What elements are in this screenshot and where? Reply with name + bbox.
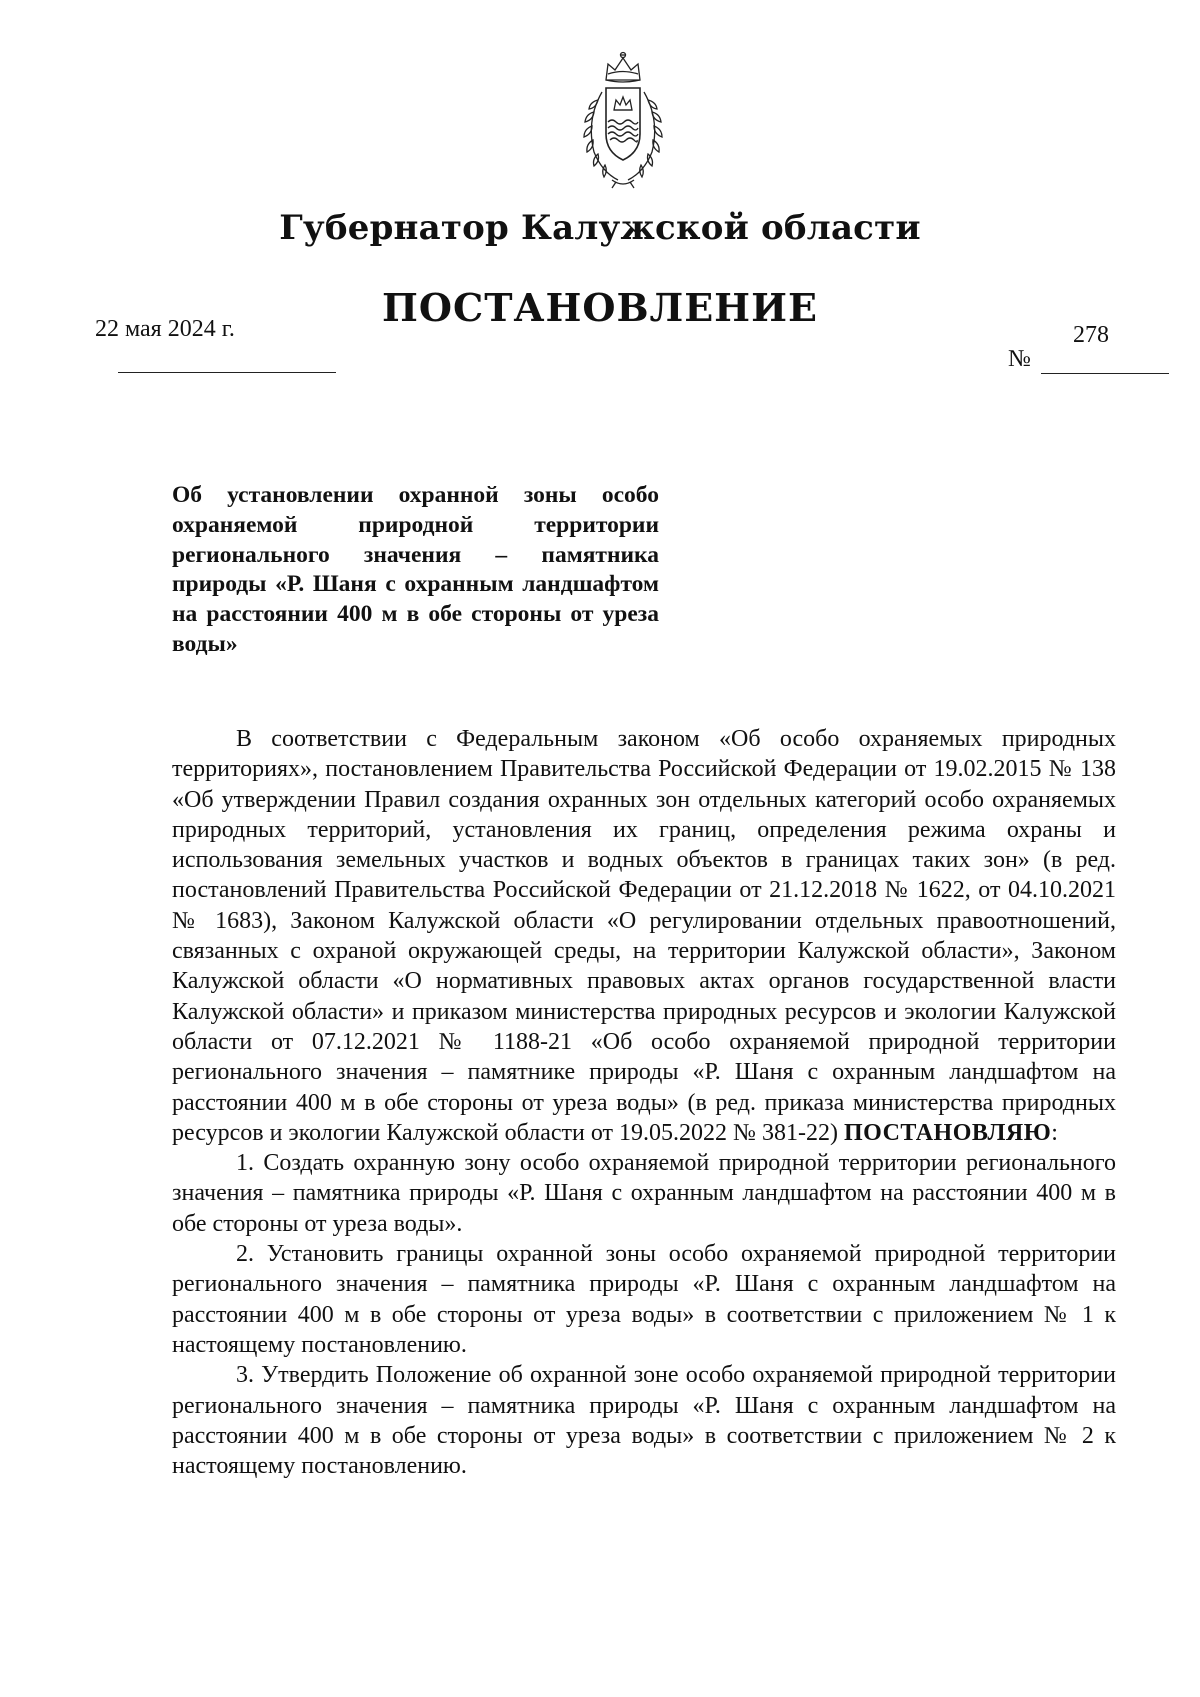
issuing-authority: Губернатор Калужской области (279, 208, 921, 248)
list-item: 3. Утвердить Положение об охранной зоне особо охраняемой природной территории регионального значения – памятника природы «Р. Шаня с охранным ландшафтом на расстоянии 400 м в обе стороны от уреза воды» в соответствии с приложением № 2 к настоящему постановлению. (172, 1362, 1116, 1480)
document-date: 22 мая 2024 г. (95, 316, 235, 342)
preamble-paragraph (172, 724, 1116, 1148)
document-number: 278 (1073, 322, 1109, 348)
document-type-heading: ПОСТАНОВЛЕНИЕ (382, 285, 818, 330)
number-underline (1041, 373, 1169, 374)
document-body (172, 724, 1116, 1481)
list-item: 1. Создать охранную зону особо охраняемой природной территории регионального значения – памятника природы «Р. Шаня с охранным ландшафтом на расстоянии 400 м в обе стороны от уреза воды». (172, 1150, 1116, 1237)
document-number-sign: № (1008, 346, 1031, 372)
list-item: 2. Установить границы охранной зоны особо охраняемой природной территории регионального значения – памятника природы «Р. Шаня с охранным ландшафтом на расстоянии 400 м в обе стороны от уреза воды» в соответствии с приложением № 1 к настоящему постановлению. (172, 1241, 1116, 1358)
date-underline (118, 372, 336, 373)
decree-word: ПОСТАНОВЛЯЮ (843, 1119, 1052, 1146)
preamble-text: В соответствии с Федеральным законом «Об особо охраняемых природных территориях», постановлением Правительства Российской Федерации от 19.02.2015 № 138 «Об утверждении Правил создания охранных зон отдельных категорий особо охраняемых природных территорий, установления их границ, определения режима охраны и использования земельных участков и водных объектов в границах таких зон» (в ред. постановлений Правительства Российской Федерации от 21.12.2018 № 1622, от 04.10.2021 № 1683), Законом Калужской области «О регулировании отдельных правоотношений, связанных с охраной окружающей среды, на территории Калужской области», Законом Калужской области «О нормативных правовых актах органов государственной власти Калужской области» и приказом министерства природных ресурсов и экологии Калужской области от 07.12.2021 № 1188-21 «Об особо охраняемой природной территории регионального значения – памятнике природы «Р. Шаня с охранным ландшафтом на расстоянии 400 м в обе стороны от уреза воды» (в ред. приказа министерства природных ресурсов и экологии Калужской области от 19.05.2022 № 381-22) (172, 726, 1116, 1146)
document-title: Об установлении охранной зоны особо охраняемой природной территории регионального значения – памятника природы «Р. Шаня с охранным ландшафтом на расстоянии 400 м в обе стороны от уреза воды» (172, 482, 659, 657)
kaluga-region-coat-of-arms-icon (572, 50, 674, 190)
decree-colon: : (1051, 1119, 1058, 1146)
